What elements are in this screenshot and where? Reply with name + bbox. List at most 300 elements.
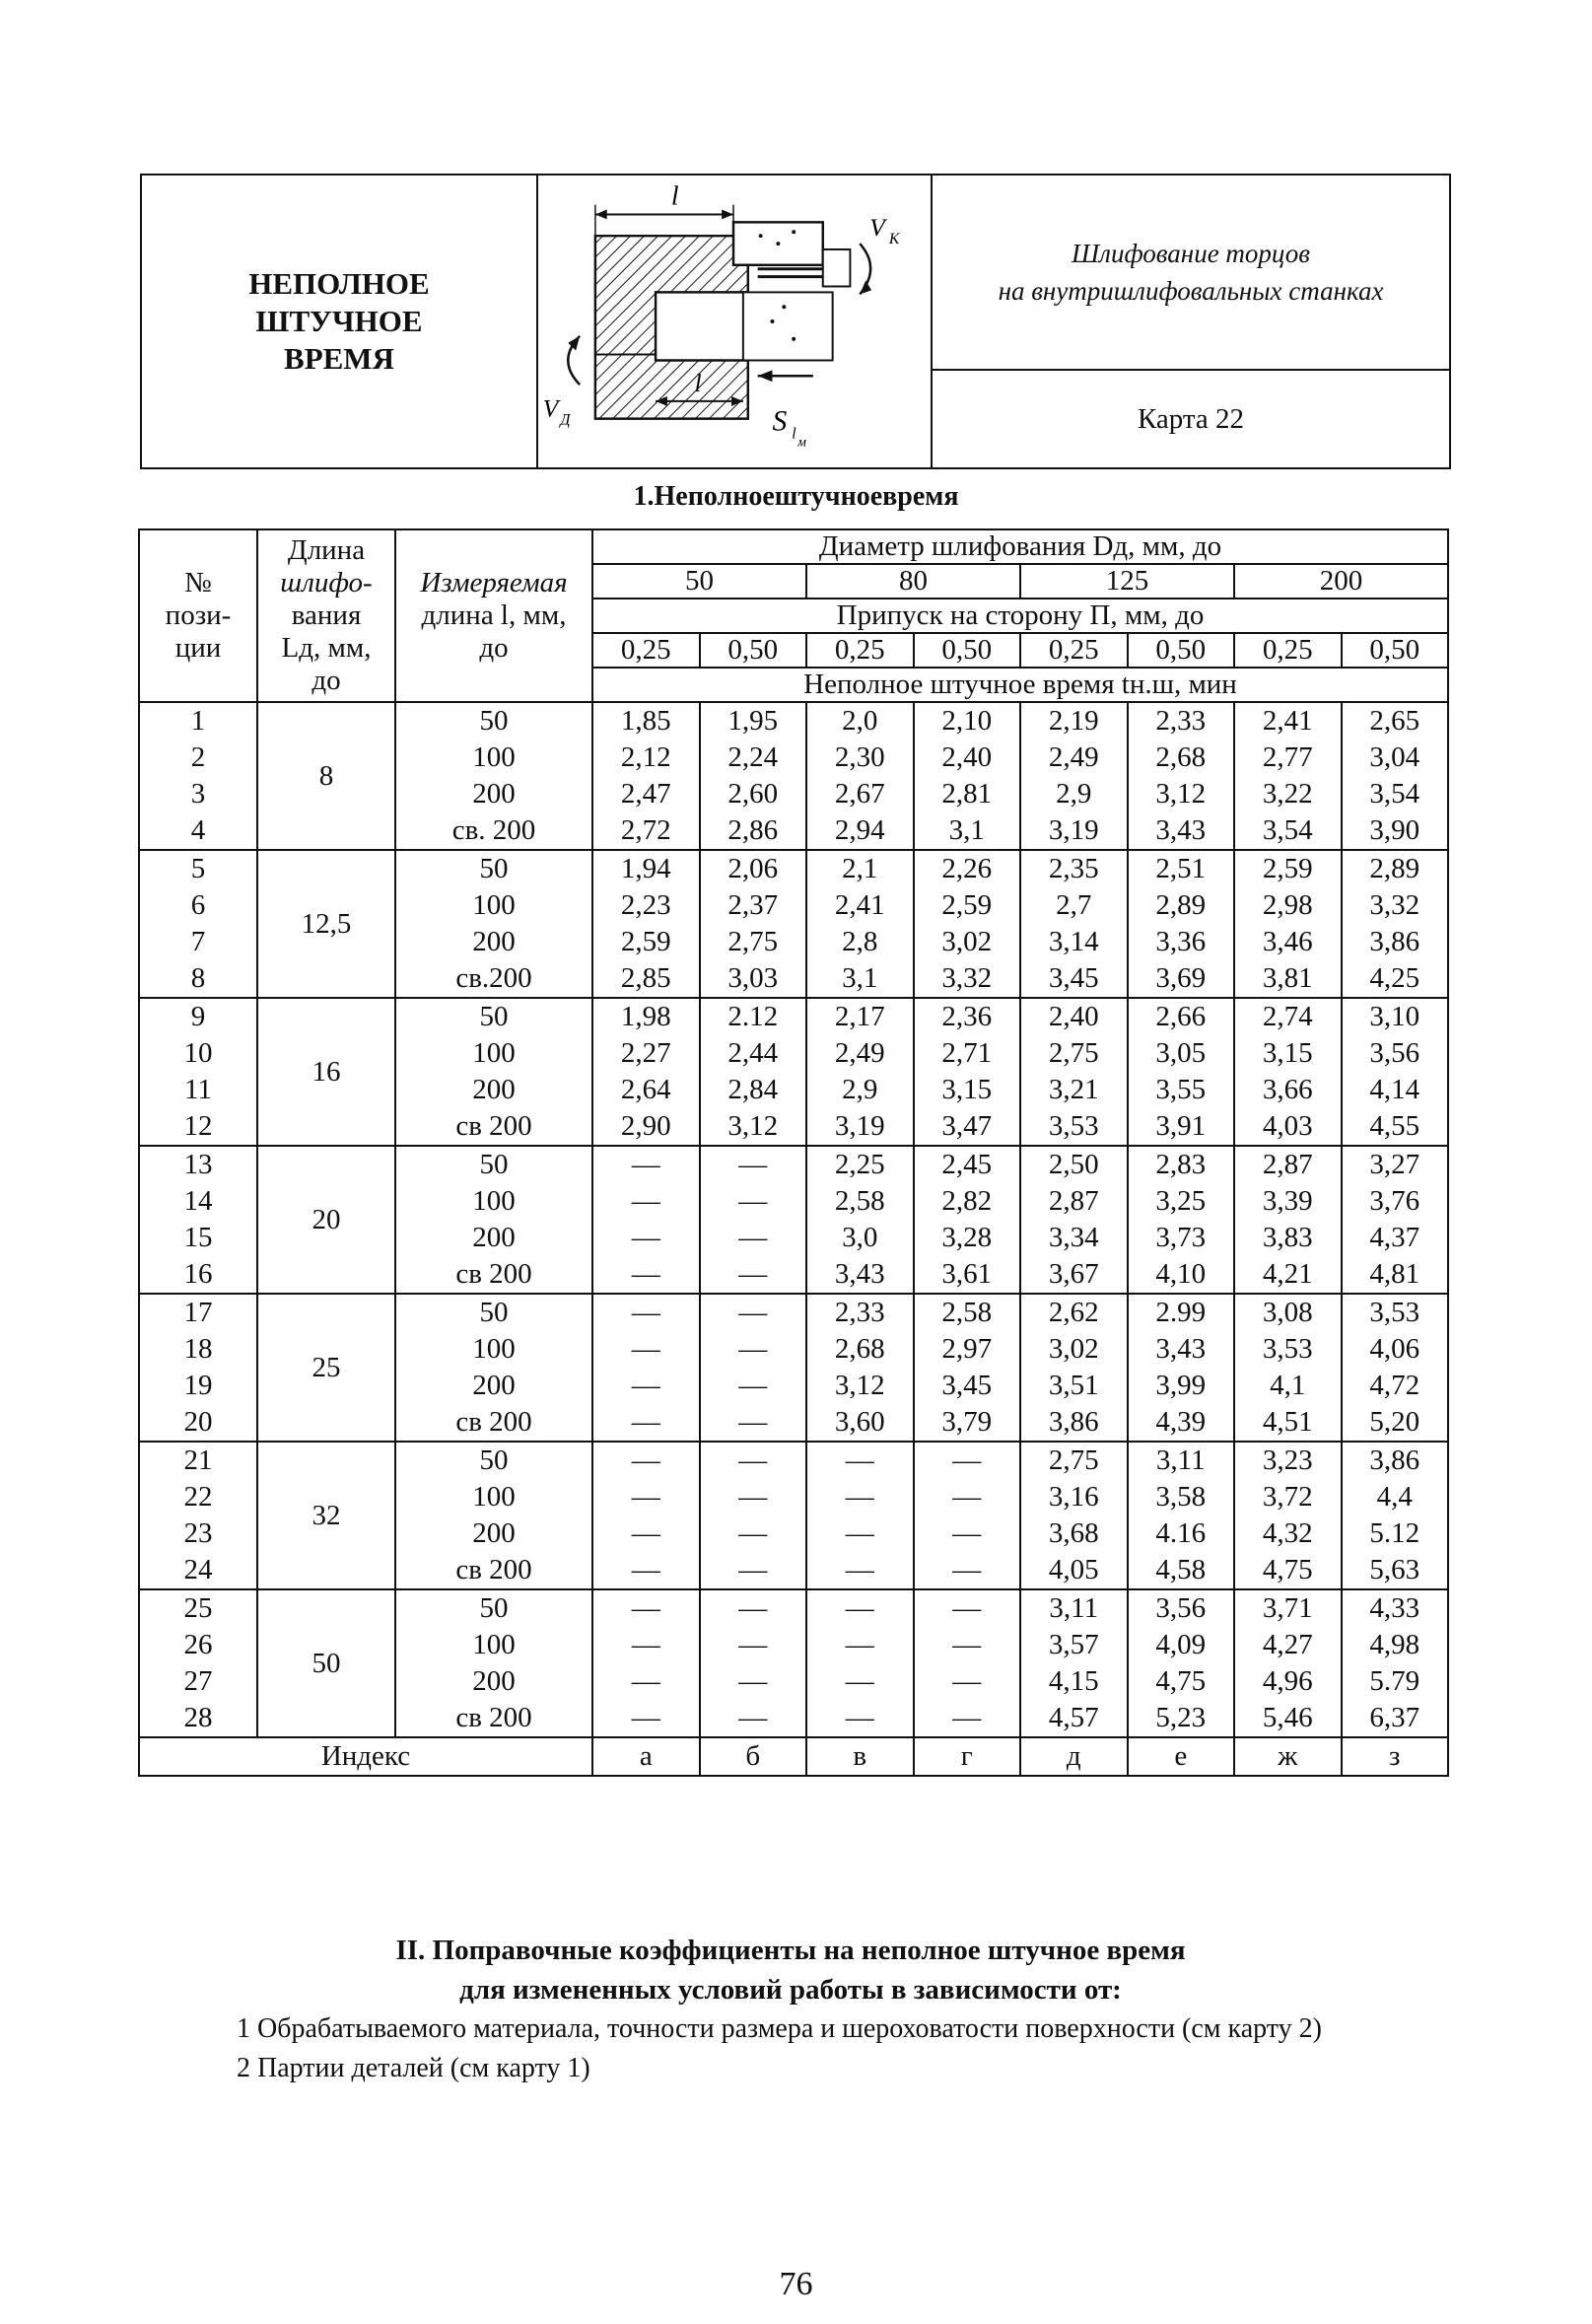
- table-row: [139, 998, 1448, 1035]
- time-value-cell: 2,19: [1020, 702, 1128, 739]
- time-value-cell: 3,54: [1234, 812, 1342, 850]
- length-cell: 25: [257, 1294, 395, 1442]
- time-value-cell: —: [592, 1256, 700, 1294]
- time-value-cell: 3,86: [1342, 924, 1449, 960]
- time-value-cell: —: [806, 1552, 914, 1589]
- time-value-cell: 2,84: [700, 1072, 807, 1108]
- measured-length-cell: св 200: [395, 1700, 592, 1737]
- time-value-cell: 3,11: [1020, 1589, 1128, 1627]
- time-value-cell: 4,58: [1128, 1552, 1235, 1589]
- time-value-cell: 3,1: [914, 812, 1021, 850]
- time-value-cell: 3,12: [1128, 776, 1235, 812]
- time-value-cell: 2,9: [806, 1072, 914, 1108]
- time-value-cell: 2,59: [592, 924, 700, 960]
- measured-length-cell: 200: [395, 776, 592, 812]
- position-cell: 22: [139, 1479, 257, 1515]
- header-title: НЕПОЛНОЕ ШТУЧНОЕ ВРЕМЯ: [248, 266, 430, 376]
- time-value-cell: 4,25: [1342, 960, 1449, 998]
- time-value-cell: —: [592, 1146, 700, 1183]
- index-value-cell: б: [700, 1737, 807, 1776]
- time-value-cell: 3,71: [1234, 1589, 1342, 1627]
- time-value-cell: 1,95: [700, 702, 807, 739]
- position-cell: 7: [139, 924, 257, 960]
- table-row: [139, 1294, 1448, 1331]
- time-value-cell: 2,47: [592, 776, 700, 812]
- time-value-cell: —: [700, 1256, 807, 1294]
- col-measured-part2: длина l, мм, до: [421, 599, 567, 664]
- time-value-cell: —: [914, 1479, 1021, 1515]
- time-value-cell: —: [914, 1589, 1021, 1627]
- time-value-cell: 2,94: [806, 812, 914, 850]
- time-value-cell: 3,32: [1342, 887, 1449, 924]
- position-cell: 23: [139, 1515, 257, 1552]
- time-value-cell: —: [700, 1404, 807, 1442]
- length-group: [139, 1589, 1448, 1737]
- time-value-cell: 2,72: [592, 812, 700, 850]
- time-value-cell: —: [700, 1700, 807, 1737]
- time-value-cell: 2,85: [592, 960, 700, 998]
- time-value-cell: 4,15: [1020, 1663, 1128, 1700]
- position-cell: 24: [139, 1552, 257, 1589]
- position-cell: 9: [139, 998, 257, 1035]
- notes-title-1: II. Поправочные коэффициенты на неполное штучное время: [395, 1935, 1186, 1966]
- time-value-cell: 3,54: [1342, 776, 1449, 812]
- time-value-cell: 3,12: [806, 1368, 914, 1404]
- time-value-cell: 3,61: [914, 1256, 1021, 1294]
- time-value-cell: 3,68: [1020, 1515, 1128, 1552]
- time-value-cell: 3,56: [1342, 1035, 1449, 1072]
- time-value-cell: 3,72: [1234, 1479, 1342, 1515]
- label-vd-sub: Д: [560, 411, 571, 429]
- time-value-cell: 3,46: [1234, 924, 1342, 960]
- col-position-header: № пози- ции: [139, 529, 257, 702]
- time-value-cell: 2,12: [592, 739, 700, 776]
- card-number: Карта 22: [1137, 402, 1245, 435]
- time-value-cell: 3,73: [1128, 1220, 1235, 1256]
- time-value-cell: 2,74: [1234, 998, 1342, 1035]
- time-value-cell: 2,0: [806, 702, 914, 739]
- time-value-cell: 2,65: [1342, 702, 1449, 739]
- time-value-cell: 3,12: [700, 1108, 807, 1146]
- time-value-cell: 1,98: [592, 998, 700, 1035]
- col-measured-part1: Измеряемая: [420, 567, 568, 599]
- time-value-cell: 3,58: [1128, 1479, 1235, 1515]
- time-value-cell: —: [592, 1700, 700, 1737]
- measured-length-cell: 200: [395, 1515, 592, 1552]
- time-value-cell: 3,86: [1342, 1442, 1449, 1479]
- time-value-cell: 3,76: [1342, 1183, 1449, 1220]
- position-cell: 2: [139, 739, 257, 776]
- time-value-cell: 4,37: [1342, 1220, 1449, 1256]
- allowance-cell: 0,50: [1128, 633, 1235, 668]
- time-value-cell: —: [592, 1479, 700, 1515]
- time-value-cell: —: [700, 1663, 807, 1700]
- time-value-cell: 3,45: [914, 1368, 1021, 1404]
- time-value-cell: 2,75: [700, 924, 807, 960]
- time-value-cell: 2,1: [806, 850, 914, 887]
- position-cell: 13: [139, 1146, 257, 1183]
- time-value-cell: 4,33: [1342, 1589, 1449, 1627]
- time-value-cell: 3,04: [1342, 739, 1449, 776]
- table-row: [139, 702, 1448, 739]
- time-value-cell: 3,22: [1234, 776, 1342, 812]
- time-value-cell: 3,34: [1020, 1220, 1128, 1256]
- length-group: [139, 702, 1448, 850]
- time-value-cell: 2,27: [592, 1035, 700, 1072]
- notes-title-2: для измененных условий работы в зависимости от:: [459, 1974, 1122, 2006]
- time-value-cell: —: [592, 1442, 700, 1479]
- time-value-cell: 2.12: [700, 998, 807, 1035]
- time-value-cell: 5.12: [1342, 1515, 1449, 1552]
- time-value-cell: 2,98: [1234, 887, 1342, 924]
- time-value-cell: 3,69: [1128, 960, 1235, 998]
- measured-length-cell: 200: [395, 1072, 592, 1108]
- measured-length-cell: 100: [395, 1331, 592, 1368]
- time-value-cell: 4,06: [1342, 1331, 1449, 1368]
- length-cell: 32: [257, 1442, 395, 1589]
- time-value-cell: 6,37: [1342, 1700, 1449, 1737]
- measured-length-cell: 200: [395, 1663, 592, 1700]
- time-value-cell: —: [700, 1515, 807, 1552]
- time-value-cell: —: [806, 1479, 914, 1515]
- length-cell: 20: [257, 1146, 395, 1294]
- time-value-cell: 4,05: [1020, 1552, 1128, 1589]
- allowance-cell: 0,50: [914, 633, 1021, 668]
- time-value-cell: —: [700, 1220, 807, 1256]
- length-group: [139, 1146, 1448, 1294]
- measured-length-cell: 100: [395, 1183, 592, 1220]
- table-row: [139, 1589, 1448, 1627]
- time-value-cell: —: [700, 1331, 807, 1368]
- time-value-cell: 3,16: [1020, 1479, 1128, 1515]
- time-value-cell: 2,41: [1234, 702, 1342, 739]
- time-value-cell: 4,72: [1342, 1368, 1449, 1404]
- table-row: [139, 1146, 1448, 1183]
- time-value-cell: 2,37: [700, 887, 807, 924]
- table-row: [139, 1442, 1448, 1479]
- time-value-cell: 2,30: [806, 739, 914, 776]
- time-value-cell: 2,68: [1128, 739, 1235, 776]
- time-value-cell: —: [592, 1515, 700, 1552]
- time-value-cell: 2,71: [914, 1035, 1021, 1072]
- time-value-cell: 2,17: [806, 998, 914, 1035]
- measured-length-cell: 200: [395, 1220, 592, 1256]
- time-value-cell: 3,53: [1234, 1331, 1342, 1368]
- position-cell: 11: [139, 1072, 257, 1108]
- time-value-cell: 4,57: [1020, 1700, 1128, 1737]
- length-cell: 12,5: [257, 850, 395, 998]
- header-title-cell: [142, 176, 538, 467]
- time-value-cell: 2,40: [914, 739, 1021, 776]
- label-vk: V: [869, 213, 885, 243]
- col-length-header: [257, 529, 395, 702]
- time-value-cell: 2,75: [1020, 1035, 1128, 1072]
- time-value-cell: 3,10: [1342, 998, 1449, 1035]
- measured-length-cell: 100: [395, 1035, 592, 1072]
- measured-length-cell: св 200: [395, 1256, 592, 1294]
- position-cell: 12: [139, 1108, 257, 1146]
- time-value-cell: 2,62: [1020, 1294, 1128, 1331]
- index-value-cell: е: [1128, 1737, 1235, 1776]
- time-value-cell: 2,60: [700, 776, 807, 812]
- length-group: [139, 850, 1448, 998]
- time-value-cell: —: [806, 1515, 914, 1552]
- time-value-cell: 2,68: [806, 1331, 914, 1368]
- measured-length-cell: 50: [395, 1146, 592, 1183]
- time-value-cell: 3,15: [914, 1072, 1021, 1108]
- measured-length-cell: св 200: [395, 1552, 592, 1589]
- time-value-cell: —: [806, 1663, 914, 1700]
- time-value-cell: 2,58: [914, 1294, 1021, 1331]
- length-group: [139, 1442, 1448, 1589]
- time-value-cell: 2,35: [1020, 850, 1128, 887]
- time-value-cell: 2,58: [806, 1183, 914, 1220]
- time-value-cell: 3,53: [1342, 1294, 1449, 1331]
- index-value-cell: з: [1342, 1737, 1449, 1776]
- time-value-cell: 2,33: [1128, 702, 1235, 739]
- label-s: S: [772, 405, 788, 438]
- table-row: [139, 850, 1448, 887]
- measured-length-cell: 50: [395, 850, 592, 887]
- measured-length-cell: 100: [395, 1479, 592, 1515]
- time-value-cell: 3,19: [806, 1108, 914, 1146]
- time-value-cell: 5.79: [1342, 1663, 1449, 1700]
- position-cell: 27: [139, 1663, 257, 1700]
- time-value-cell: —: [700, 1442, 807, 1479]
- time-value-cell: —: [700, 1552, 807, 1589]
- time-value-cell: 3,57: [1020, 1627, 1128, 1663]
- time-value-cell: 3,32: [914, 960, 1021, 998]
- position-cell: 25: [139, 1589, 257, 1627]
- time-value-cell: —: [700, 1146, 807, 1183]
- time-value-cell: —: [700, 1479, 807, 1515]
- position-cell: 10: [139, 1035, 257, 1072]
- length-cell: 16: [257, 998, 395, 1146]
- length-cell: 50: [257, 1589, 395, 1737]
- time-value-cell: 3,99: [1128, 1368, 1235, 1404]
- position-cell: 20: [139, 1404, 257, 1442]
- time-value-cell: 2,33: [806, 1294, 914, 1331]
- time-value-cell: 3,03: [700, 960, 807, 998]
- position-cell: 21: [139, 1442, 257, 1479]
- card-number-cell: [931, 369, 1451, 469]
- time-value-cell: 4,09: [1128, 1627, 1235, 1663]
- time-value-cell: 3,91: [1128, 1108, 1235, 1146]
- page-number: 76: [779, 2266, 813, 2302]
- time-value-cell: —: [592, 1294, 700, 1331]
- diameter-125: 125: [1020, 564, 1234, 599]
- measured-length-cell: 100: [395, 739, 592, 776]
- length-cell: 8: [257, 702, 395, 850]
- allowance-cell: 0,50: [700, 633, 807, 668]
- time-value-cell: 2,25: [806, 1146, 914, 1183]
- time-value-cell: —: [914, 1700, 1021, 1737]
- measured-length-cell: 50: [395, 702, 592, 739]
- time-value-cell: 4,98: [1342, 1627, 1449, 1663]
- time-value-cell: 4,55: [1342, 1108, 1449, 1146]
- measured-length-cell: 100: [395, 887, 592, 924]
- correction-notes: [130, 1931, 1451, 2088]
- time-value-cell: 2,51: [1128, 850, 1235, 887]
- label-vd: V: [542, 393, 559, 423]
- time-value-cell: 2,87: [1234, 1146, 1342, 1183]
- time-value-cell: —: [592, 1404, 700, 1442]
- position-cell: 28: [139, 1700, 257, 1737]
- col-length-part3: вания Lд, мм, до: [281, 599, 372, 696]
- index-value-cell: г: [914, 1737, 1021, 1776]
- time-value-cell: 2,77: [1234, 739, 1342, 776]
- time-value-cell: 4,32: [1234, 1515, 1342, 1552]
- time-value-cell: 5,23: [1128, 1700, 1235, 1737]
- time-value-cell: 3,27: [1342, 1146, 1449, 1183]
- time-value-cell: —: [592, 1627, 700, 1663]
- time-value-cell: 3,11: [1128, 1442, 1235, 1479]
- time-value-cell: 3,79: [914, 1404, 1021, 1442]
- position-cell: 17: [139, 1294, 257, 1331]
- dimension-l-mid: l: [694, 369, 702, 398]
- operation-cell: [931, 176, 1451, 371]
- col-length-part1: Длина: [287, 534, 366, 566]
- time-value-cell: 2,66: [1128, 998, 1235, 1035]
- time-value-cell: 2,97: [914, 1331, 1021, 1368]
- time-value-cell: 2,24: [700, 739, 807, 776]
- time-value-cell: 3,08: [1234, 1294, 1342, 1331]
- time-value-cell: 5,20: [1342, 1404, 1449, 1442]
- time-value-cell: —: [700, 1589, 807, 1627]
- time-value-cell: 3,15: [1234, 1035, 1342, 1072]
- time-value-cell: 2,50: [1020, 1146, 1128, 1183]
- col-measured-header: [395, 529, 592, 702]
- time-value-cell: 4,75: [1128, 1663, 1235, 1700]
- time-value-cell: —: [700, 1183, 807, 1220]
- measured-length-cell: св 200: [395, 1108, 592, 1146]
- measured-length-cell: 50: [395, 1442, 592, 1479]
- time-value-cell: 2,41: [806, 887, 914, 924]
- time-value-cell: 2,59: [914, 887, 1021, 924]
- time-value-cell: 2.99: [1128, 1294, 1235, 1331]
- time-value-cell: 4,14: [1342, 1072, 1449, 1108]
- time-value-cell: —: [914, 1442, 1021, 1479]
- measured-length-cell: св. 200: [395, 812, 592, 850]
- time-value-cell: 3,60: [806, 1404, 914, 1442]
- measured-length-cell: св.200: [395, 960, 592, 998]
- time-value-cell: 2,64: [592, 1072, 700, 1108]
- time-value-cell: 3,0: [806, 1220, 914, 1256]
- time-header: Неполное штучное время tн.ш, мин: [592, 668, 1448, 702]
- index-value-cell: в: [806, 1737, 914, 1776]
- time-value-cell: 4,03: [1234, 1108, 1342, 1146]
- time-value-cell: 3,55: [1128, 1072, 1235, 1108]
- time-value-cell: —: [806, 1589, 914, 1627]
- time-value-cell: 4,4: [1342, 1479, 1449, 1515]
- time-value-cell: —: [592, 1589, 700, 1627]
- label-s-sub: l: [792, 425, 796, 443]
- position-cell: 6: [139, 887, 257, 924]
- index-label: Индекс: [139, 1737, 592, 1776]
- header-figure-cell: [536, 176, 933, 467]
- diameter-80: 80: [806, 564, 1020, 599]
- time-value-cell: 4,96: [1234, 1663, 1342, 1700]
- time-value-cell: 2,86: [700, 812, 807, 850]
- section-title: 1.Неполноештучноевремя: [633, 481, 959, 512]
- time-value-cell: 2,81: [914, 776, 1021, 812]
- position-cell: 4: [139, 812, 257, 850]
- time-value-cell: 3,86: [1020, 1404, 1128, 1442]
- time-value-cell: 3,81: [1234, 960, 1342, 998]
- time-value-cell: —: [806, 1442, 914, 1479]
- length-group: [139, 998, 1448, 1146]
- time-value-cell: 3,02: [914, 924, 1021, 960]
- time-value-cell: 2,44: [700, 1035, 807, 1072]
- time-value-cell: 4,51: [1234, 1404, 1342, 1442]
- time-value-cell: 2,90: [592, 1108, 700, 1146]
- measured-length-cell: св 200: [395, 1404, 592, 1442]
- position-cell: 18: [139, 1331, 257, 1368]
- time-norms-table: [138, 528, 1449, 1777]
- position-cell: 8: [139, 960, 257, 998]
- time-value-cell: 3,90: [1342, 812, 1449, 850]
- time-value-cell: 4,81: [1342, 1256, 1449, 1294]
- time-value-cell: 3,51: [1020, 1368, 1128, 1404]
- index-value-cell: а: [592, 1737, 700, 1776]
- time-value-cell: —: [914, 1627, 1021, 1663]
- time-value-cell: 3,21: [1020, 1072, 1128, 1108]
- col-length-part2: шлифо-: [280, 567, 373, 599]
- measured-length-cell: 50: [395, 1589, 592, 1627]
- allowance-cell: 0,25: [592, 633, 700, 668]
- time-value-cell: —: [592, 1368, 700, 1404]
- time-value-cell: 3,14: [1020, 924, 1128, 960]
- label-vk-sub: К: [888, 231, 900, 248]
- time-value-cell: 4,39: [1128, 1404, 1235, 1442]
- time-value-cell: —: [700, 1368, 807, 1404]
- time-value-cell: 3,56: [1128, 1589, 1235, 1627]
- time-value-cell: 2,10: [914, 702, 1021, 739]
- time-value-cell: —: [700, 1294, 807, 1331]
- table-head: [139, 529, 1448, 702]
- notes-item-1: 1 Обрабатываемого материала, точности размера и шероховатости поверхности (см карту 2): [237, 2013, 1322, 2044]
- time-value-cell: 3,39: [1234, 1183, 1342, 1220]
- time-value-cell: —: [914, 1663, 1021, 1700]
- measured-length-cell: 50: [395, 1294, 592, 1331]
- time-value-cell: 2,89: [1128, 887, 1235, 924]
- diameter-header: Диаметр шлифования Dд, мм, до: [592, 529, 1448, 564]
- time-value-cell: 4.16: [1128, 1515, 1235, 1552]
- time-value-cell: —: [592, 1183, 700, 1220]
- position-cell: 3: [139, 776, 257, 812]
- time-value-cell: 5,63: [1342, 1552, 1449, 1589]
- time-value-cell: 2,89: [1342, 850, 1449, 887]
- time-value-cell: 3,23: [1234, 1442, 1342, 1479]
- time-value-cell: 2,49: [806, 1035, 914, 1072]
- time-value-cell: 4,10: [1128, 1256, 1235, 1294]
- time-value-cell: 4,21: [1234, 1256, 1342, 1294]
- allowance-header: Припуск на сторону П, мм, до: [592, 599, 1448, 633]
- operation-title: Шлифование торцов на внутришлифовальных станках: [998, 239, 1384, 306]
- diameter-200: 200: [1234, 564, 1448, 599]
- time-value-cell: 2,59: [1234, 850, 1342, 887]
- time-value-cell: —: [806, 1627, 914, 1663]
- time-value-cell: 3,02: [1020, 1331, 1128, 1368]
- time-value-cell: 2,26: [914, 850, 1021, 887]
- time-value-cell: 2,83: [1128, 1146, 1235, 1183]
- time-value-cell: 3,43: [806, 1256, 914, 1294]
- time-value-cell: 2,9: [1020, 776, 1128, 812]
- time-value-cell: 2,75: [1020, 1442, 1128, 1479]
- label-s-sub2: м: [797, 434, 806, 450]
- time-value-cell: 3,36: [1128, 924, 1235, 960]
- notes-item-2: 2 Партии деталей (см карту 1): [237, 2053, 590, 2083]
